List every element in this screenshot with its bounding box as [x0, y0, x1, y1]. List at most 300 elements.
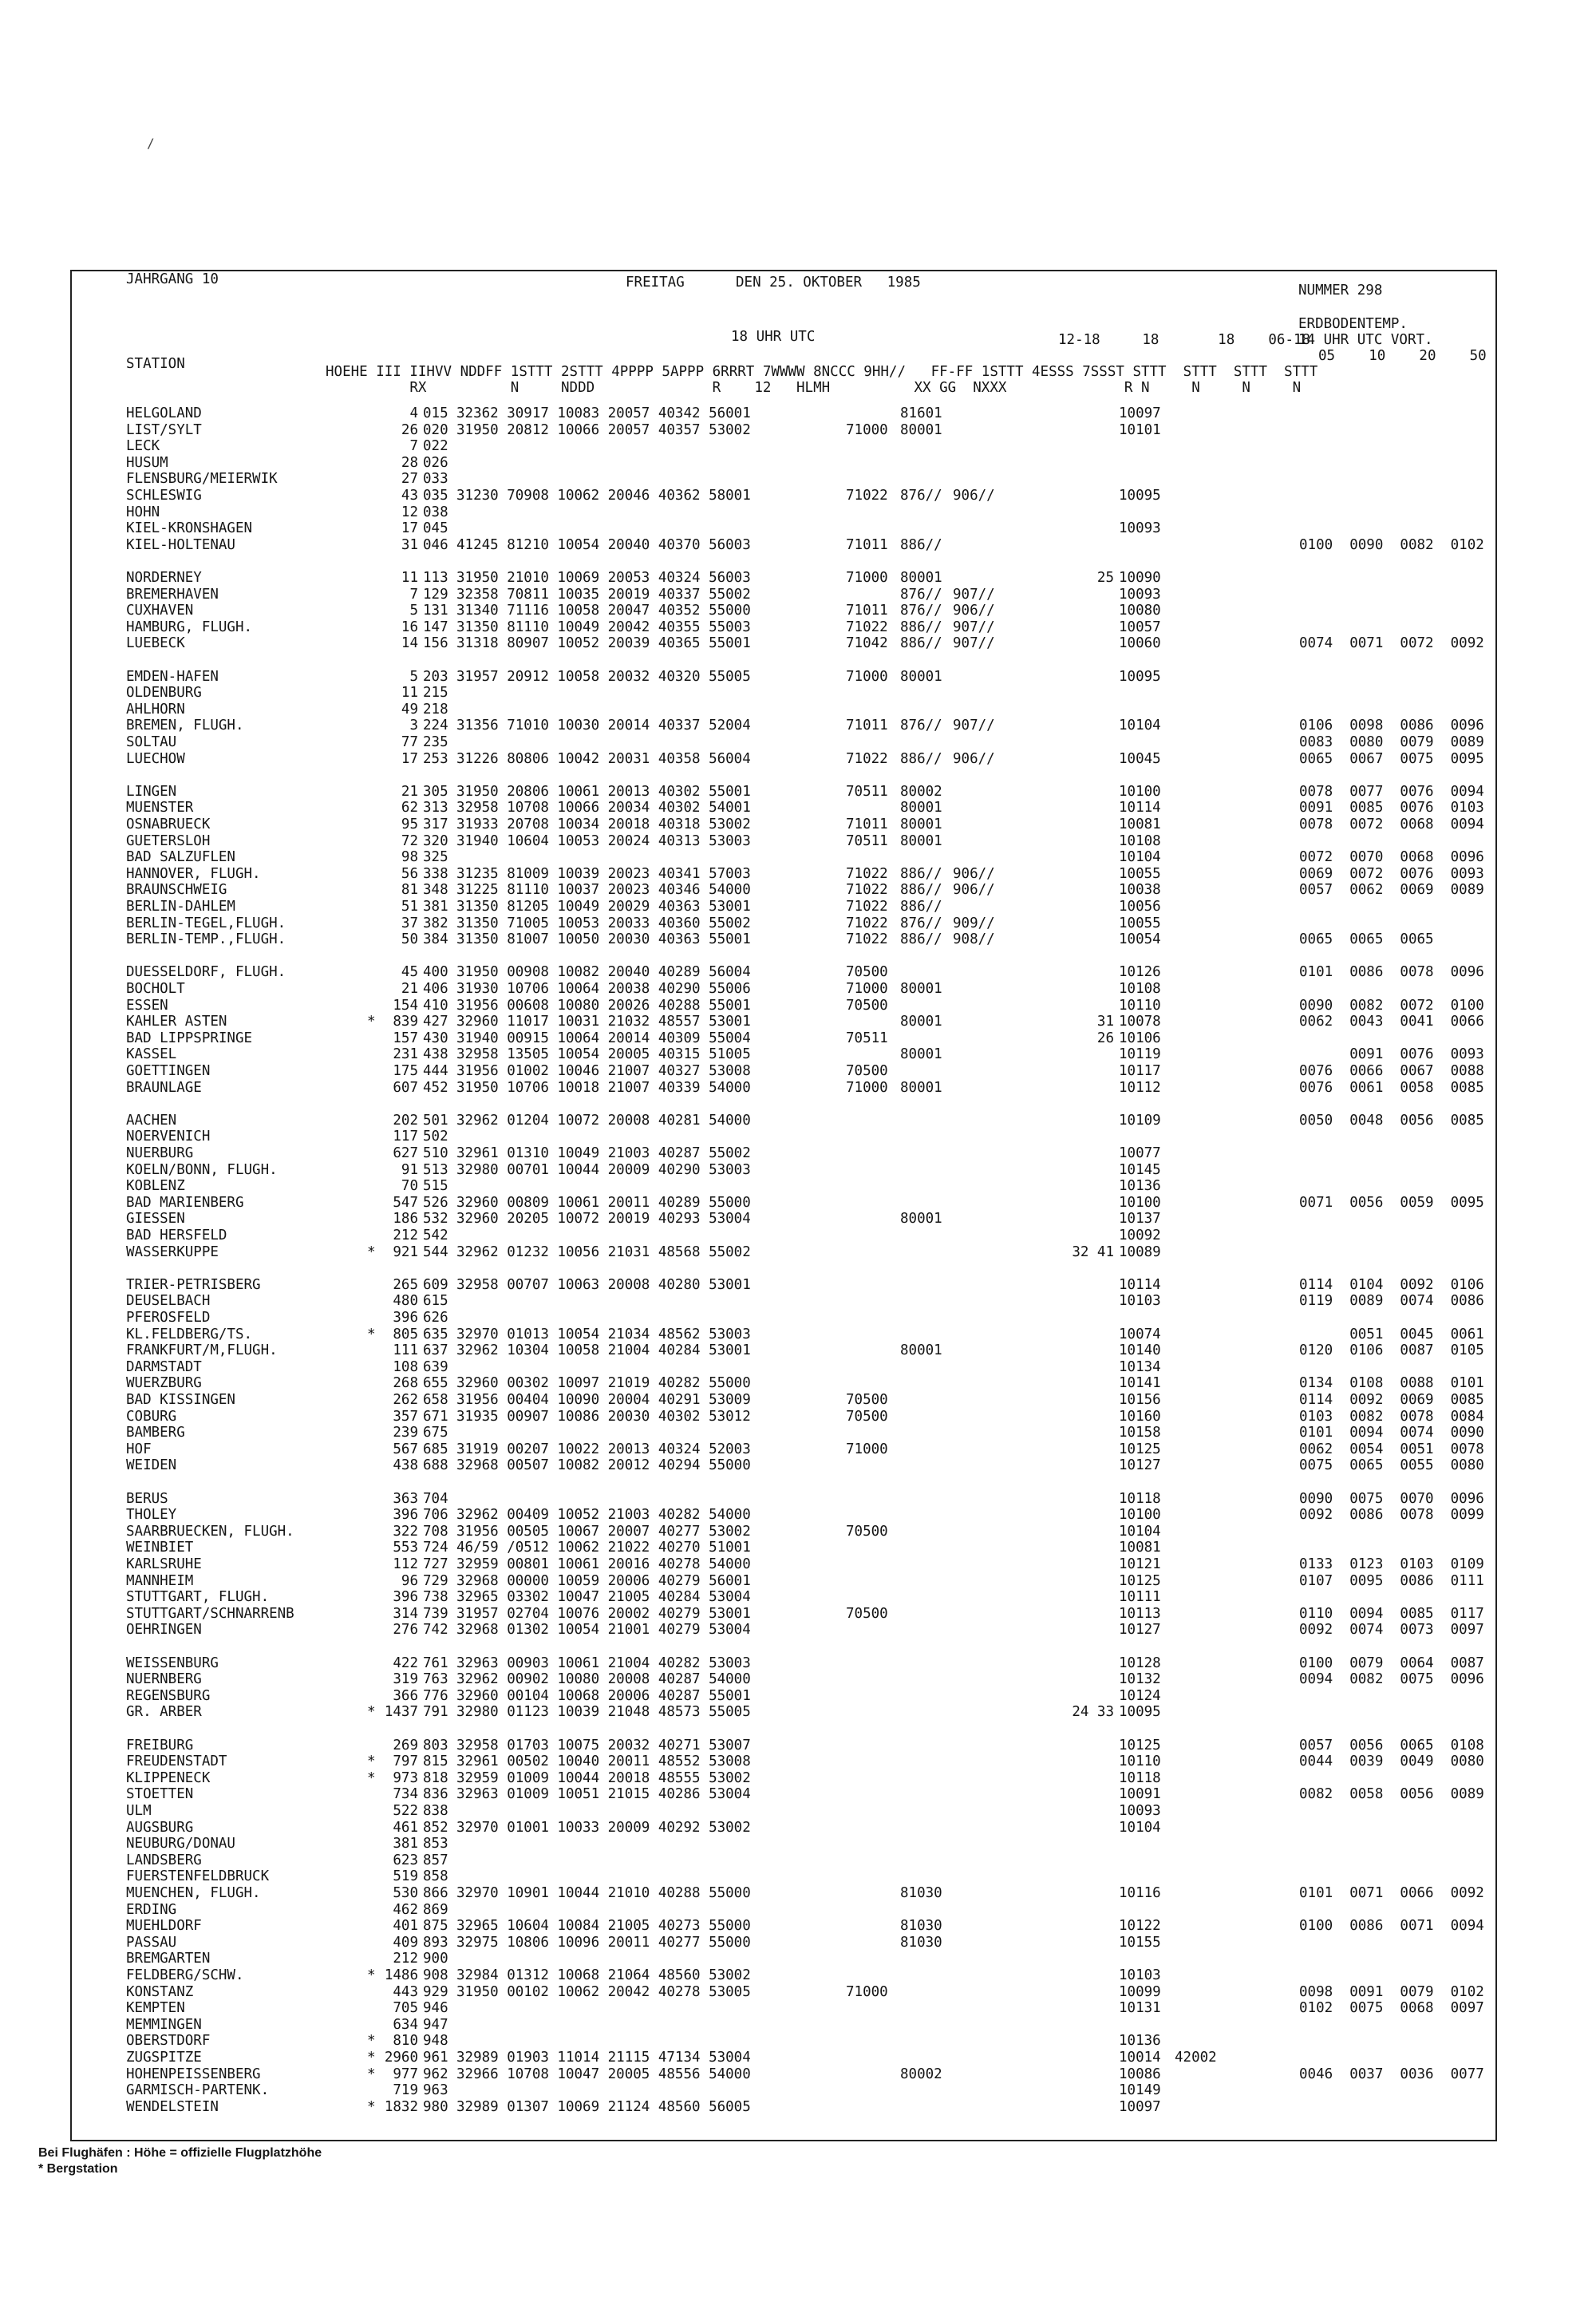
station-index: 738 [423, 1589, 448, 1606]
station-name: NOERVENICH [126, 1129, 211, 1145]
station-height: 212 [393, 1228, 418, 1243]
ceiling-group: 906// [953, 750, 995, 767]
station-index: 406 [423, 981, 448, 997]
station-index: 609 [423, 1276, 448, 1293]
mountain-marker: * [367, 1753, 376, 1770]
synop-groups: 32980 00701 10044 20009 40290 53003 [456, 1161, 751, 1178]
synop-groups: 32958 10708 10066 20034 40302 54001 [456, 800, 751, 816]
station-index: 215 [423, 685, 448, 702]
soil-temperatures: 0082 0058 0056 0089 [1299, 1786, 1484, 1803]
temp-extreme-group: 10097 [1119, 405, 1161, 421]
station-index: 513 [423, 1161, 448, 1178]
station-name: GIESSEN [126, 1211, 185, 1228]
station-name: GOETTINGEN [126, 1063, 211, 1079]
station-index: 035 [423, 488, 448, 504]
synop-groups: 32970 10901 10044 21010 40288 55000 [456, 1885, 751, 1901]
station-name: EMDEN-HAFEN [126, 668, 219, 685]
synop-groups: 31350 81110 10049 20042 40355 55003 [456, 619, 751, 635]
station-height: 443 [393, 1983, 418, 2000]
cloud-group: 876// [900, 603, 942, 619]
station-index: 320 [423, 832, 448, 849]
station-name: BREMERHAVEN [126, 586, 219, 603]
station-height: 1832 [384, 2098, 418, 2115]
weather-group: 71022 [846, 931, 888, 948]
station-name: SOLTAU [126, 734, 177, 750]
synop-groups: 32958 13505 10054 20005 40315 51005 [456, 1046, 751, 1063]
soil-temperatures: 0078 0077 0076 0094 [1299, 783, 1484, 800]
soil-temperatures: 0071 0056 0059 0095 [1299, 1194, 1484, 1211]
synop-groups: 32962 00409 10052 21003 40282 54000 [456, 1507, 751, 1524]
station-name: LUEBECK [126, 635, 185, 652]
station-height: 268 [393, 1375, 418, 1392]
mountain-marker: * [367, 1014, 376, 1030]
temp-extreme-group: 10060 [1119, 635, 1161, 652]
station-name: KASSEL [126, 1046, 177, 1063]
station-name: FREIBURG [126, 1737, 194, 1753]
station-height: 262 [393, 1392, 418, 1408]
station-index: 671 [423, 1408, 448, 1425]
temp-extreme-group: 10132 [1119, 1671, 1161, 1688]
weather-group: 71022 [846, 899, 888, 915]
temp-extreme-group: 10045 [1119, 750, 1161, 767]
synop-groups: 31350 81205 10049 20029 40363 53001 [456, 899, 751, 915]
temp-extreme-group: 10055 [1119, 915, 1161, 931]
cloud-group: 876// [900, 488, 942, 504]
synop-groups: 32968 00507 10082 20012 40294 55000 [456, 1457, 751, 1474]
synop-groups: 32989 01903 11014 21115 47134 53004 [456, 2050, 751, 2066]
cloud-group: 80001 [900, 1342, 942, 1359]
footnote-mountain-station: * Bergstation [38, 2162, 118, 2176]
weather-group: 71022 [846, 882, 888, 899]
soil-temperatures: 0044 0039 0049 0080 [1299, 1753, 1484, 1770]
weather-group: 70500 [846, 1408, 888, 1425]
synop-groups: 31919 00207 10022 20013 40324 52003 [456, 1441, 751, 1457]
station-height: 314 [393, 1605, 418, 1622]
temp-extreme-group: 10141 [1119, 1375, 1161, 1392]
weather-group: 71011 [846, 536, 888, 553]
synop-groups: 31956 01002 10046 21007 40327 53008 [456, 1063, 751, 1079]
temp-extreme-group: 10160 [1119, 1408, 1161, 1425]
temp-extreme-group: 10080 [1119, 603, 1161, 619]
station-index: 761 [423, 1655, 448, 1671]
station-index: 858 [423, 1868, 448, 1885]
temp-extreme-group: 10118 [1119, 1769, 1161, 1786]
soil-temperatures: 0076 0066 0067 0088 [1299, 1063, 1484, 1079]
synop-groups: 32362 30917 10083 20057 40342 56001 [456, 405, 751, 421]
station-height: 96 [401, 1572, 418, 1589]
station-height: 734 [393, 1786, 418, 1803]
station-height: 157 [393, 1030, 418, 1046]
cloud-group: 886// [900, 899, 942, 915]
station-name: HANNOVER, FLUGH. [126, 865, 261, 882]
station-height: 37 [401, 915, 418, 931]
station-height: 977 [393, 2066, 418, 2082]
temp-extreme-group: 10128 [1119, 1655, 1161, 1671]
weather-group: 71011 [846, 816, 888, 832]
station-name: FELDBERG/SCHW. [126, 1967, 244, 1983]
cloud-group: 80001 [900, 1046, 942, 1063]
temp-extreme-group: 10126 [1119, 964, 1161, 981]
soil-temperatures: 0100 0090 0082 0102 [1299, 536, 1484, 553]
synop-groups: 32989 01307 10069 21124 48560 56005 [456, 2098, 751, 2115]
weather-group: 71000 [846, 981, 888, 997]
synop-groups: 31950 20806 10061 20013 40302 55001 [456, 783, 751, 800]
station-name: LANDSBERG [126, 1852, 202, 1868]
station-index: 015 [423, 405, 448, 421]
station-index: 515 [423, 1178, 448, 1195]
soil-temperatures: 0046 0037 0036 0077 [1299, 2066, 1484, 2082]
station-name: STUTTGART, FLUGH. [126, 1589, 270, 1606]
synop-groups: 32965 03302 10047 21005 40284 53004 [456, 1589, 751, 1606]
station-height: 5 [409, 603, 418, 619]
station-height: 50 [401, 931, 418, 948]
station-index: 253 [423, 750, 448, 767]
temp-extreme-group: 10095 [1119, 488, 1161, 504]
station-name: NUERBURG [126, 1145, 194, 1161]
station-height: 17 [401, 750, 418, 767]
station-name: LUECHOW [126, 750, 185, 767]
station-name: AUGSBURG [126, 1819, 194, 1836]
temp-extreme-group: 10101 [1119, 421, 1161, 438]
synop-groups: 32968 00000 10059 20006 40279 56001 [456, 1572, 751, 1589]
temp-extreme-group: 10077 [1119, 1145, 1161, 1161]
cloud-group: 80001 [900, 1079, 942, 1096]
station-height: 519 [393, 1868, 418, 1885]
synop-groups: 31226 80806 10042 20031 40358 56004 [456, 750, 751, 767]
station-index: 022 [423, 438, 448, 455]
station-height: 553 [393, 1540, 418, 1556]
station-height: 239 [393, 1425, 418, 1441]
station-name: MEMMINGEN [126, 2016, 202, 2033]
temp-extreme-group: 10118 [1119, 1490, 1161, 1507]
station-height: 1486 [384, 1967, 418, 1983]
cloud-group: 81030 [900, 1934, 942, 1951]
soil-temperatures: 0062 0043 0041 0066 [1299, 1014, 1484, 1030]
temp-extreme-group: 10093 [1119, 1803, 1161, 1819]
station-index: 853 [423, 1836, 448, 1852]
station-name: FREUDENSTADT [126, 1753, 227, 1770]
station-height: 11 [401, 685, 418, 702]
synop-groups: 32965 10604 10084 21005 40273 55000 [456, 1918, 751, 1935]
station-height: 797 [393, 1753, 418, 1770]
gust-group: 32 41 [1072, 1243, 1114, 1260]
station-height: 212 [393, 1951, 418, 1967]
ceiling-group: 907// [953, 586, 995, 603]
station-index: 325 [423, 849, 448, 866]
temp-extreme-group: 10100 [1119, 1507, 1161, 1524]
station-index: 708 [423, 1523, 448, 1540]
station-name: GARMISCH-PARTENK. [126, 2082, 270, 2099]
synop-groups: 31318 80907 10052 20039 40365 55001 [456, 635, 751, 652]
station-index: 444 [423, 1063, 448, 1079]
station-name: WENDELSTEIN [126, 2098, 219, 2115]
temp-extreme-group: 10081 [1119, 816, 1161, 832]
station-index: 980 [423, 2098, 448, 2115]
soil-temp-title: ERDBODENTEMP. [1298, 316, 1408, 332]
soil-temperatures: 0091 0085 0076 0103 [1299, 800, 1484, 816]
synop-groups: 31950 00908 10082 20040 40289 56004 [456, 964, 751, 981]
station-height: 62 [401, 800, 418, 816]
station-index: 893 [423, 1934, 448, 1951]
station-height: 27 [401, 471, 418, 488]
station-height: 357 [393, 1408, 418, 1425]
station-name: PASSAU [126, 1934, 177, 1951]
station-index: 338 [423, 865, 448, 882]
station-index: 776 [423, 1687, 448, 1704]
station-index: 348 [423, 882, 448, 899]
cloud-group: 80002 [900, 2066, 942, 2082]
weather-group: 70500 [846, 997, 888, 1014]
station-name: KAHLER ASTEN [126, 1014, 227, 1030]
station-index: 430 [423, 1030, 448, 1046]
station-height: 480 [393, 1293, 418, 1310]
station-height: 91 [401, 1161, 418, 1178]
station-index: 542 [423, 1228, 448, 1243]
weather-group: 71022 [846, 915, 888, 931]
station-height: 381 [393, 1836, 418, 1852]
station-name: THOLEY [126, 1507, 177, 1524]
synop-groups: 32968 01302 10054 21001 40279 53004 [456, 1622, 751, 1639]
synop-groups: 31950 00102 10062 20042 40278 53005 [456, 1983, 751, 2000]
station-index: 203 [423, 668, 448, 685]
station-name: KOELN/BONN, FLUGH. [126, 1161, 278, 1178]
soil-depths: 05 10 20 50 [1318, 348, 1487, 364]
station-index: 929 [423, 1983, 448, 2000]
station-height: 5 [409, 668, 418, 685]
station-name: AACHEN [126, 1112, 177, 1129]
synop-groups: 31950 20812 10066 20057 40357 53002 [456, 421, 751, 438]
soil-temperatures: 0065 0067 0075 0095 [1299, 750, 1484, 767]
cloud-group: 886// [900, 865, 942, 882]
soil-temperatures: 0083 0080 0079 0089 [1299, 734, 1484, 750]
soil-temperatures: 0120 0106 0087 0105 [1299, 1342, 1484, 1359]
gust-group: 26 [1096, 1030, 1114, 1046]
cloud-group: 80001 [900, 1211, 942, 1228]
station-height: 26 [401, 421, 418, 438]
station-name: OSNABRUECK [126, 816, 211, 832]
station-index: 947 [423, 2016, 448, 2033]
temp-extreme-group: 10116 [1119, 1885, 1161, 1901]
weather-group: 71000 [846, 421, 888, 438]
temp-extreme-group: 10038 [1119, 882, 1161, 899]
gust-group: 31 [1096, 1014, 1114, 1030]
station-height: 11 [401, 570, 418, 586]
synop-groups: 31235 81009 10039 20023 40341 57003 [456, 865, 751, 882]
station-name: KEMPTEN [126, 2000, 185, 2017]
station-name: HOF [126, 1441, 152, 1457]
jahrgang-label: JAHRGANG 10 [126, 271, 219, 287]
synop-groups: 32980 01123 10039 21048 48573 55005 [456, 1704, 751, 1721]
station-name: BERLIN-TEMP.,FLUGH. [126, 931, 286, 948]
column-codes-row2: RX N NDDD R 12 HLMH XX GG NXXX R N N N N [326, 380, 1302, 396]
synop-groups: 31350 71005 10053 20033 40360 55002 [456, 915, 751, 931]
weather-group: 70500 [846, 1605, 888, 1622]
mountain-marker: * [367, 1704, 376, 1721]
station-height: 438 [393, 1457, 418, 1474]
station-name: STOETTEN [126, 1786, 194, 1803]
gust-group: 25 [1096, 570, 1114, 586]
station-name: HELGOLAND [126, 405, 202, 421]
soil-temperatures: 0076 0061 0058 0085 [1299, 1079, 1484, 1096]
station-name: OEHRINGEN [126, 1622, 202, 1639]
station-height: 462 [393, 1901, 418, 1918]
station-name: HUSUM [126, 454, 168, 471]
station-height: 202 [393, 1112, 418, 1129]
station-index: 639 [423, 1358, 448, 1375]
station-height: 49 [401, 701, 418, 718]
synop-groups: 46/59 /0512 10062 21022 40270 51001 [456, 1540, 751, 1556]
station-index: 317 [423, 816, 448, 832]
station-index: 026 [423, 454, 448, 471]
soil-temperatures: 0092 0086 0078 0099 [1299, 1507, 1484, 1524]
soil-temperatures: 0098 0091 0079 0102 [1299, 1983, 1484, 2000]
cloud-group: 80001 [900, 668, 942, 685]
station-height: 2960 [384, 2050, 418, 2066]
station-index: 218 [423, 701, 448, 718]
cloud-group: 876// [900, 718, 942, 734]
station-name: GR. ARBER [126, 1704, 202, 1721]
station-index: 688 [423, 1457, 448, 1474]
station-height: 45 [401, 964, 418, 981]
synop-groups: 32959 00801 10061 20016 40278 54000 [456, 1556, 751, 1572]
station-index: 948 [423, 2033, 448, 2050]
station-name: ERDING [126, 1901, 177, 1918]
synop-groups: 31340 71116 10058 20047 40352 55000 [456, 603, 751, 619]
cloud-group: 80002 [900, 783, 942, 800]
station-index: 113 [423, 570, 448, 586]
temp-extreme-group: 10108 [1119, 832, 1161, 849]
cloud-group: 876// [900, 586, 942, 603]
soil-temperatures: 0057 0062 0069 0089 [1299, 882, 1484, 899]
synop-groups: 31957 02704 10076 20002 40279 53001 [456, 1605, 751, 1622]
ceiling-group: 908// [953, 931, 995, 948]
station-index: 510 [423, 1145, 448, 1161]
soil-temp-subtitle: 14 UHR UTC VORT. [1298, 332, 1433, 348]
date-label: DEN 25. OKTOBER 1985 [736, 275, 921, 291]
temp-extreme-group: 10113 [1119, 1605, 1161, 1622]
station-name: WEIDEN [126, 1457, 177, 1474]
cloud-group: 80001 [900, 1014, 942, 1030]
temp-extreme-group: 10114 [1119, 800, 1161, 816]
station-index: 818 [423, 1769, 448, 1786]
station-index: 235 [423, 734, 448, 750]
synop-groups: 31940 00915 10064 20014 40309 55004 [456, 1030, 751, 1046]
station-name: BREMEN, FLUGH. [126, 718, 244, 734]
station-index: 763 [423, 1671, 448, 1688]
temp-extreme-group: 10156 [1119, 1392, 1161, 1408]
station-name: BAD HERSFELD [126, 1228, 227, 1243]
station-index: 962 [423, 2066, 448, 2082]
mountain-marker: * [367, 1243, 376, 1260]
soil-temperatures: 0110 0094 0085 0117 [1299, 1605, 1484, 1622]
station-index: 038 [423, 504, 448, 520]
soil-temperatures: 0101 0094 0074 0090 [1299, 1425, 1484, 1441]
temp-extreme-group: 10057 [1119, 619, 1161, 635]
soil-temperatures: 0100 0086 0071 0094 [1299, 1918, 1484, 1935]
weather-group: 70500 [846, 1063, 888, 1079]
weather-group: 71022 [846, 750, 888, 767]
temp-extreme-group: 10131 [1119, 2000, 1161, 2017]
station-name: REGENSBURG [126, 1687, 211, 1704]
temp-extreme-group: 10122 [1119, 1918, 1161, 1935]
temp-extreme-group: 10108 [1119, 981, 1161, 997]
temp-extreme-group: 10103 [1119, 1967, 1161, 1983]
soil-temperatures: 0057 0056 0065 0108 [1299, 1737, 1484, 1753]
station-height: 28 [401, 454, 418, 471]
station-index: 727 [423, 1556, 448, 1572]
station-height: 231 [393, 1046, 418, 1063]
soil-temperatures: 0075 0065 0055 0080 [1299, 1457, 1484, 1474]
temp-extreme-group: 10124 [1119, 1687, 1161, 1704]
utc-18-label: 18 UHR UTC [731, 329, 816, 345]
soil-temperatures: 0094 0082 0075 0096 [1299, 1671, 1484, 1688]
station-height: 363 [393, 1490, 418, 1507]
weather-group: 71000 [846, 1441, 888, 1457]
synop-groups: 31230 70908 10062 20046 40362 58001 [456, 488, 751, 504]
station-name: DARMSTADT [126, 1358, 202, 1375]
weather-group: 71000 [846, 1079, 888, 1096]
station-height: 7 [409, 438, 418, 455]
weather-group: 71042 [846, 635, 888, 652]
ceiling-group: 907// [953, 635, 995, 652]
soil-temperatures: 0092 0074 0073 0097 [1299, 1622, 1484, 1639]
soil-temperatures: 0119 0089 0074 0086 [1299, 1293, 1484, 1310]
synop-groups: 31935 00907 10086 20030 40302 53012 [456, 1408, 751, 1425]
soil-temperatures: 0107 0095 0086 0111 [1299, 1572, 1484, 1589]
station-index: 400 [423, 964, 448, 981]
synop-groups: 31957 20912 10058 20032 40320 55005 [456, 668, 751, 685]
station-name: NUERNBERG [126, 1671, 202, 1688]
temp-extreme-group: 10127 [1119, 1457, 1161, 1474]
station-index: 836 [423, 1786, 448, 1803]
synop-groups: 32960 00104 10068 20006 40287 55001 [456, 1687, 751, 1704]
synop-groups: 32962 01204 10072 20008 40281 54000 [456, 1112, 751, 1129]
weather-group: 70511 [846, 1030, 888, 1046]
temp-extreme-group: 10095 [1119, 668, 1161, 685]
station-index: 791 [423, 1704, 448, 1721]
soil-temperatures: 0114 0092 0069 0085 [1299, 1392, 1484, 1408]
station-height: 623 [393, 1852, 418, 1868]
soil-temperatures: 0100 0079 0064 0087 [1299, 1655, 1484, 1671]
weather-group: 70511 [846, 783, 888, 800]
weather-group: 70500 [846, 964, 888, 981]
station-name: BRAUNLAGE [126, 1079, 202, 1096]
station-height: 973 [393, 1769, 418, 1786]
station-height: 921 [393, 1243, 418, 1260]
temp-extreme-group: 10093 [1119, 586, 1161, 603]
station-name: AHLHORN [126, 701, 185, 718]
stray-mark: / [147, 136, 155, 151]
station-index: 803 [423, 1737, 448, 1753]
cloud-group: 886// [900, 882, 942, 899]
footnote [38, 2145, 322, 2177]
ceiling-group: 906// [953, 603, 995, 619]
temp-extreme-group: 10104 [1119, 718, 1161, 734]
cloud-group: 80001 [900, 421, 942, 438]
station-height: 95 [401, 816, 418, 832]
station-height: 51 [401, 899, 418, 915]
station-height: 7 [409, 586, 418, 603]
temp-extreme-group: 10145 [1119, 1161, 1161, 1178]
station-name: SAARBRUECKEN, FLUGH. [126, 1523, 294, 1540]
temp-extreme-group: 10149 [1119, 2082, 1161, 2099]
temp-extreme-group: 10074 [1119, 1326, 1161, 1342]
station-index: 410 [423, 997, 448, 1014]
synop-groups: 32961 00502 10040 20011 48552 53008 [456, 1753, 751, 1770]
soil-temperatures: 0134 0108 0088 0101 [1299, 1375, 1484, 1392]
temp-extreme-group: 10114 [1119, 1276, 1161, 1293]
temp-extreme-group: 10095 [1119, 1704, 1161, 1721]
